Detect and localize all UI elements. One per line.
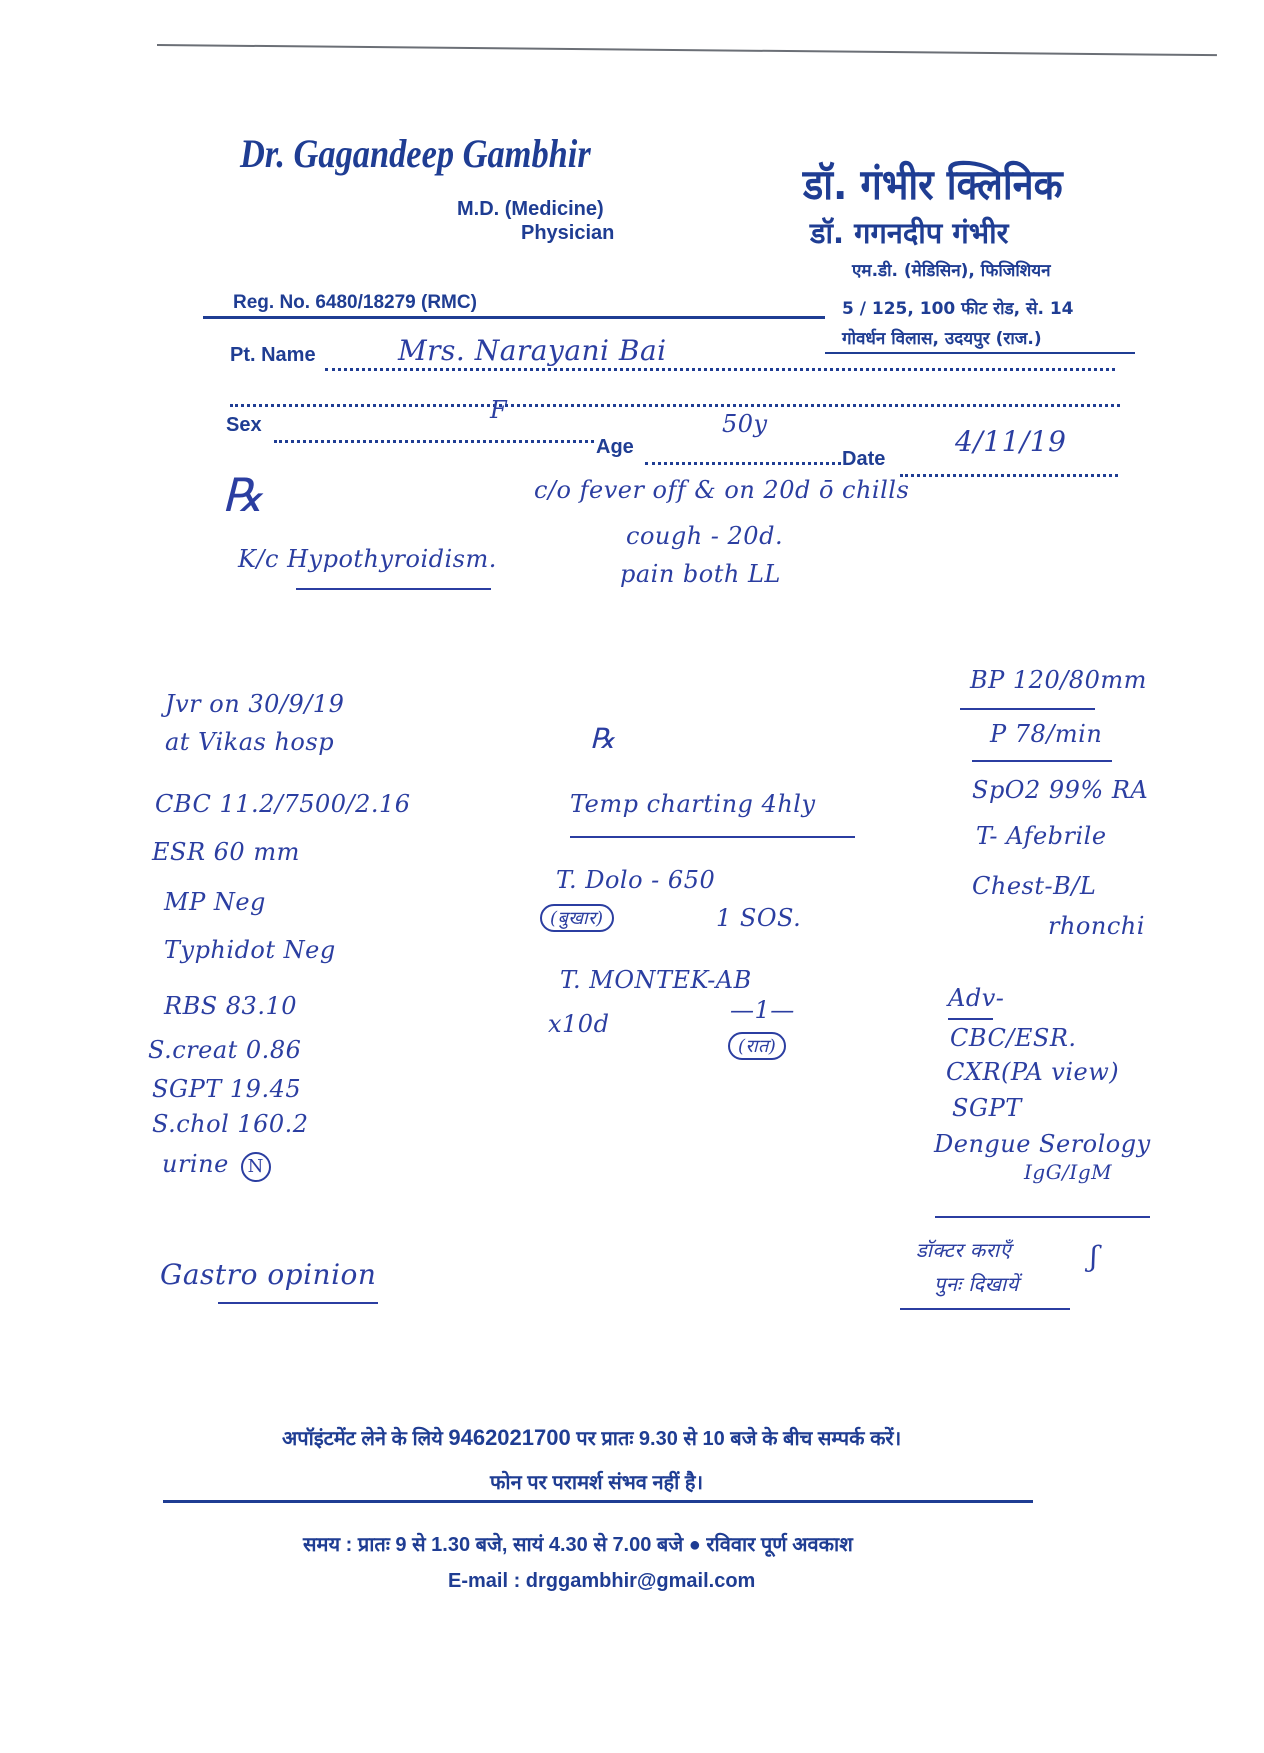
lab-sgpt: SGPT 19.45 (152, 1075, 302, 1103)
vital-chest-finding: rhonchi (1048, 912, 1145, 940)
degree-hindi: एम.डी. (मेडिसिन), फिजिशियन (852, 261, 1051, 281)
temp-charting: Temp charting 4hly (570, 790, 816, 818)
doctor-title: Physician (521, 222, 615, 244)
gastro-opinion: Gastro opinion (160, 1258, 377, 1291)
history-line-1: Jvr on 30/9/19 (165, 690, 345, 718)
vital-temp: T- Afebrile (976, 822, 1107, 850)
address-line-1: 5 / 125, 100 फीट रोड, से. 14 (842, 299, 1074, 319)
vital-bp-underline (960, 708, 1095, 710)
gastro-underline (218, 1302, 378, 1304)
clinic-name-hindi: डॉ. गंभीर क्लिनिक (803, 160, 1063, 209)
lab-cbc: CBC 11.2/7500/2.16 (155, 790, 411, 818)
pt-name-dotted-line (325, 368, 1115, 371)
signoff-line-1: डॉक्टर कराएँ (916, 1238, 1012, 1262)
registration-number: Reg. No. 6480/18279 (RMC) (233, 292, 477, 313)
urine-normal-mark: N (241, 1152, 271, 1182)
lab-esr: ESR 60 mm (152, 838, 300, 866)
header-rule-right (825, 352, 1135, 354)
advice-title-underline (948, 1018, 993, 1020)
vital-chest: Chest-B/L (972, 872, 1097, 900)
header-rule (203, 316, 825, 319)
lab-urine (162, 1150, 271, 1182)
doctor-name: Dr. Gagandeep Gambhir (240, 131, 591, 176)
footer-rule (163, 1500, 1033, 1503)
sex-label: Sex (226, 414, 262, 436)
doctor-degree: M.D. (Medicine) (457, 198, 604, 220)
rx-symbol: ℞ (222, 468, 264, 522)
vital-bp: BP 120/80mm (970, 666, 1147, 694)
advice-cxr: CXR(PA view) (946, 1058, 1120, 1086)
footer-phone: 9462021700 (448, 1425, 571, 1450)
signoff-underline (900, 1308, 1070, 1310)
age-value: 50y (722, 410, 768, 438)
drug-2: T. MONTEK-AB (560, 966, 752, 994)
lab-urine-label: urine (162, 1150, 229, 1178)
lab-creat: S.creat 0.86 (148, 1036, 302, 1064)
drug-2-duration: x10d (548, 1010, 610, 1038)
lab-mp: MP Neg (164, 888, 266, 916)
footer-pre: अपॉइंटमेंट लेने के लिये (282, 1428, 443, 1450)
date-value: 4/11/19 (955, 425, 1067, 458)
footer-no-phone-consult: फोन पर परामर्श संभव नहीं है। (490, 1472, 704, 1494)
pt-name-dotted-line-2 (230, 404, 1120, 407)
temp-charting-underline (570, 836, 855, 838)
footer-timing: समय : प्रातः 9 से 1.30 बजे, सायं 4.30 से 7.00 बजे ● रविवार पूर्ण अवकाश (303, 1534, 853, 1556)
advice-title: Adv- (948, 984, 1005, 1012)
rx-mark: ℞ (590, 722, 616, 755)
history-underline (296, 588, 491, 590)
history-note: K/c Hypothyroidism. (238, 545, 497, 573)
vital-spo2: SpO2 99% RA (972, 776, 1149, 804)
drug-1-frequency: 1 SOS. (716, 904, 802, 932)
complaint-line-2: cough - 20d. (626, 522, 784, 550)
vital-pulse: P 78/min (990, 720, 1103, 748)
signature-mark: ʃ (1090, 1240, 1099, 1273)
age-dotted-line (645, 462, 841, 465)
pt-name-label: Pt. Name (230, 344, 316, 366)
signoff-line-2: पुनः दिखायें (934, 1272, 1019, 1296)
top-edge-line (157, 44, 1217, 56)
footer-appointment-line (282, 1424, 901, 1451)
complaint-line-1: c/o fever off & on 20d ō chills (534, 476, 910, 504)
footer-email: E-mail : drggambhir@gmail.com (448, 1570, 756, 1592)
lab-typhidot: Typhidot Neg (164, 936, 336, 964)
drug-2-dose: —1— (730, 996, 795, 1024)
vital-pulse-underline (972, 760, 1112, 762)
advice-cbc: CBC/ESR. (950, 1024, 1077, 1052)
drug-1-note: (बुखार) (540, 904, 614, 932)
advice-dengue-igg: IgG/IgM (1024, 1160, 1113, 1184)
drug-2-time: (रात) (728, 1032, 786, 1060)
signoff-topline (935, 1216, 1150, 1218)
lab-rbs: RBS 83.10 (164, 992, 297, 1020)
advice-sgpt: SGPT (952, 1094, 1022, 1122)
drug-1: T. Dolo - 650 (556, 866, 716, 894)
sex-value: F (490, 396, 508, 424)
lab-chol: S.chol 160.2 (152, 1110, 309, 1138)
pt-name-value: Mrs. Narayani Bai (398, 334, 667, 367)
history-line-2: at Vikas hosp (165, 728, 335, 756)
doctor-name-hindi: डॉ. गगनदीप गंभीर (810, 216, 1009, 250)
sex-dotted-line (274, 440, 594, 443)
complaint-line-3: pain both LL (620, 560, 781, 588)
advice-dengue: Dengue Serology (934, 1130, 1151, 1158)
age-label: Age (596, 436, 634, 458)
address-line-2: गोवर्धन विलास, उदयपुर (राज.) (842, 329, 1042, 349)
date-label: Date (842, 448, 886, 470)
footer-post: पर प्रातः 9.30 से 10 बजे के बीच सम्पर्क करें। (576, 1428, 902, 1450)
date-dotted-line (900, 474, 1118, 477)
